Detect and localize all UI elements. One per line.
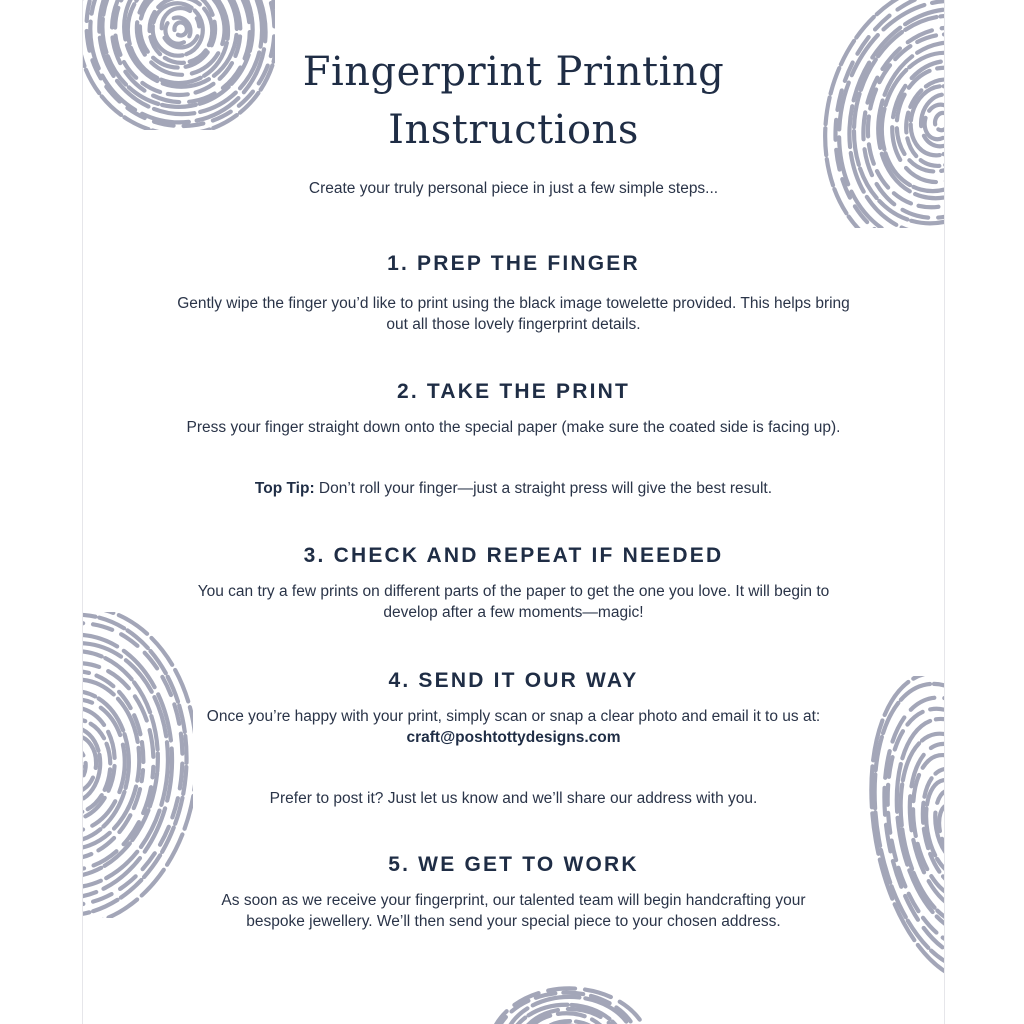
step-4-body: Once you’re happy with your print, simply scan or snap a clear photo and email it to us at: xyxy=(206,708,821,725)
step-1-text: Gently wipe the finger you’d like to print using the black image towelette provided. This helps bring out all those lovely fingerprint details. xyxy=(177,295,850,333)
step-2-heading: 2. TAKE THE PRINT xyxy=(396,380,631,403)
subtitle: Create your truly personal piece in just a few simple steps... xyxy=(308,180,719,197)
step-2-text: Press your finger straight down onto the special paper (make sure the coated side is facing up). xyxy=(186,419,841,436)
step-4-heading: 4. SEND IT OUR WAY xyxy=(388,669,639,692)
step-5-heading: 5. WE GET TO WORK xyxy=(388,853,639,876)
step-5-text: As soon as we receive your fingerprint, our talented team will begin handcrafting your bespoke jewellery. We’ll then send your special piece to your chosen address. xyxy=(221,892,806,930)
email-address[interactable]: craft@poshtottydesigns.com xyxy=(406,729,621,746)
step-4-text xyxy=(173,706,854,748)
page-title-line2: Instructions xyxy=(388,107,639,153)
page-title: Fingerprint Printing xyxy=(302,49,725,95)
step-1-heading: 1. PREP THE FINGER xyxy=(387,252,640,275)
step-3-heading: 3. CHECK AND REPEAT IF NEEDED xyxy=(303,544,724,567)
top-tip xyxy=(123,478,904,499)
step-3-text: You can try a few prints on different parts of the paper to get the one you love. It will begin to develop after a few moments—magic! xyxy=(197,583,830,621)
step-4-note: Prefer to post it? Just let us know and we’ll share our address with you. xyxy=(269,790,758,807)
instruction-sheet xyxy=(82,0,945,1024)
top-tip-text: Don’t roll your finger—just a straight press will give the best result. xyxy=(314,480,773,497)
top-tip-label: Top Tip: xyxy=(254,480,315,497)
